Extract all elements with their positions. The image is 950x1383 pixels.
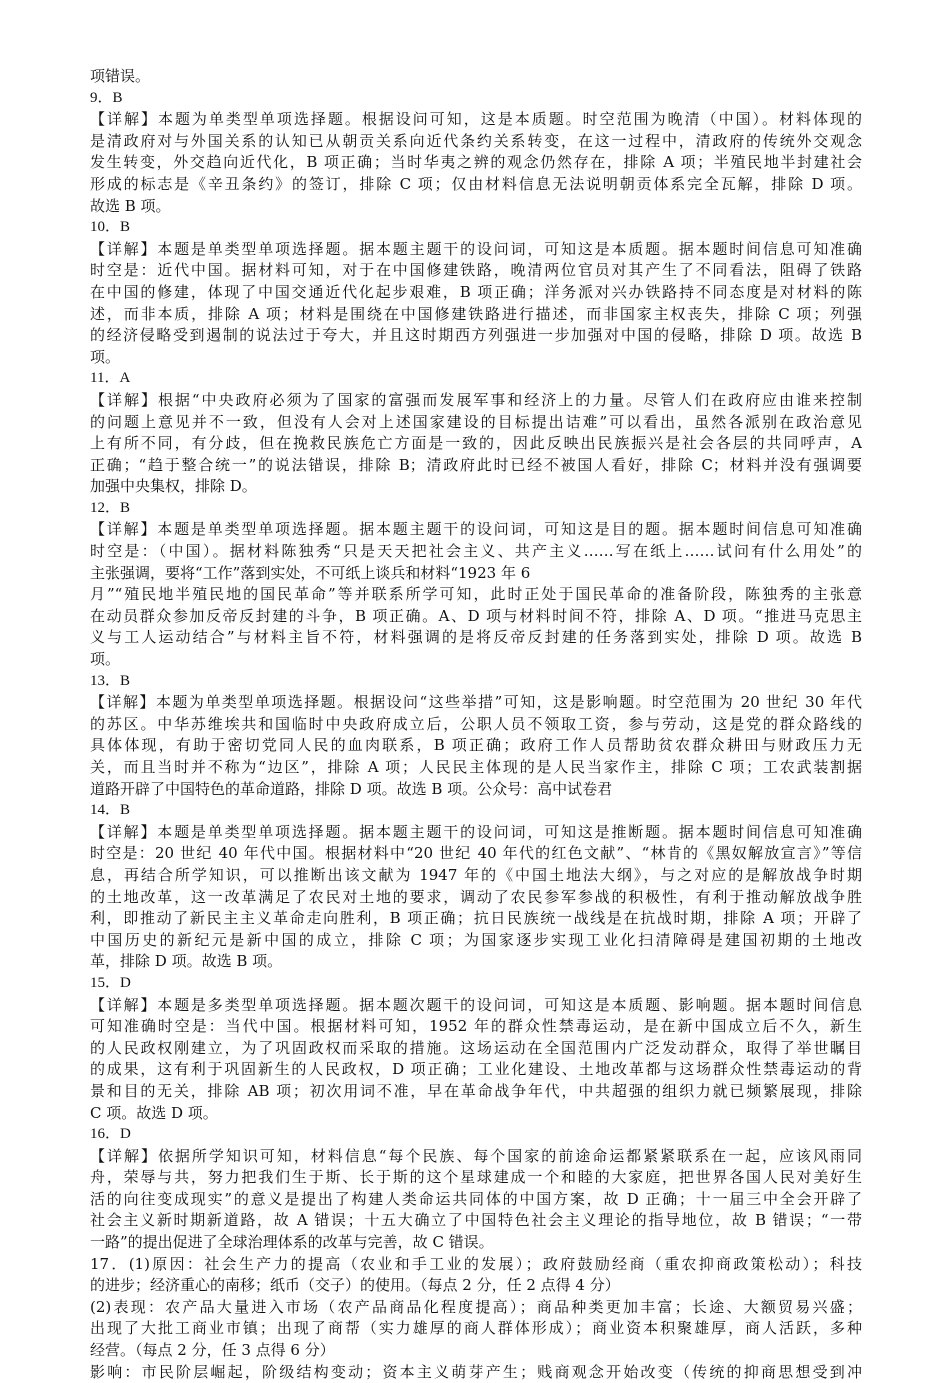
text-line: 利，即推动了新民主主义革命走向胜利，B 项正确；抗日民族统一战线是在抗战时期，排除 A 项；开辟了 — [90, 909, 862, 928]
text-line: 【详解】根据“中央政府必须为了国家的富强而发展军事和经济上的力量。尽管人们在政府应由谁来控制 — [90, 390, 862, 409]
text-line: 在动员群众参加反帝反封建的斗争，B 项正确。A、D 项与材料时间不符，排除 A、D 项。“推进马克思主 — [90, 606, 862, 625]
text-line: 17．(1)原因：社会生产力的提高（农业和手工业的发展）；政府鼓励经商（重农抑商政策松动）；科技 — [90, 1254, 862, 1273]
text-line: 正确；“趋于整合统一”的说法错误，排除 B；清政府此时已经不被国人看好，排除 C；材料并没有强调要 — [90, 455, 862, 474]
text-line: 舟，荣辱与共，努力把我们生于斯、长于斯的这个星球建成一个和睦的大家庭，把世界各国人民对美好生 — [90, 1168, 862, 1187]
text-line: 中国历史的新纪元是新中国的成立，排除 C 项；为国家逐步实现工业化扫清障碍是建国初期的土地改 — [90, 930, 862, 949]
text-line: 具体体现，有助于密切党同人民的血肉联系，B 项正确；政府工作人员帮助贫农群众耕田与财政压力无 — [90, 736, 862, 755]
text-line: 出现了大批工商业市镇；出现了商帮（实力雄厚的商人群体形成）；商业资本积聚雄厚，商人活跃，多种 — [90, 1319, 862, 1338]
text-line: 是清政府对与外国关系的认知已从朝贡关系向近代条约关系转变，在这一过程中，清政府的传统外交观念 — [90, 131, 862, 150]
text-line: 述，而非本质，排除 A 项；材料是围绕在中国修建铁路进行描述，而非国家主权丧失，排除 C 项；列强 — [90, 304, 862, 323]
text-line: 息，再结合所学知识，可以推断出该文献为 1947 年的《中国土地法大纲》，与之对应的是解放战争时期 — [90, 865, 862, 884]
answer-key-line: 10．B — [90, 219, 131, 236]
text-line: 的问题上意见并不一致，但没有人会对上述国家建设的目标提出诘难”可以看出，虽然各派别在政治意见 — [90, 412, 862, 431]
text-line: 义与工人运动结合”与材料主旨不符，材料强调的是将反帝反封建的任务落到实处，排除 D 项。故选 B — [90, 628, 862, 647]
text-line: 在中国的修建，体现了中国交通近代化起步艰难，B 项正确；洋务派对兴办铁路持不同态度是对材料的陈 — [90, 282, 862, 301]
text-line: 加强中央集权，排除 D。 — [90, 477, 257, 496]
answer-key-line: 13．B — [90, 672, 131, 689]
text-line: 革，排除 D 项。故选 B 项。 — [90, 952, 283, 971]
text-line: 【详解】本题是单类型单项选择题。据本题主题干的设问词，可知这是目的题。据本题时间信息可知准确 — [90, 520, 862, 539]
text-line: 的土地改革，这一改革满足了农民对土地的要求，调动了农民参军参战的积极性，有利于推动解放战争胜 — [90, 887, 862, 906]
text-line: 【详解】本题为单类型单项选择题。根据设问“这些举措”可知，这是影响题。时空范围为 20 世纪 30 年代 — [90, 693, 862, 712]
text-line: 的成果，这有利于巩固新生的人民政权，D 项正确；工业化建设、土地改革都与这场群众性禁毒运动的背 — [90, 1060, 862, 1079]
text-line: 项。 — [90, 347, 121, 366]
text-line: 故选 B 项。 — [90, 196, 171, 215]
text-line: 【详解】本题是单类型单项选择题。据本题主题干的设问词，可知这是推断题。据本题时间信息可知准确 — [90, 822, 862, 841]
text-line: 一路”的提出促进了全球治理体系的改革与完善，故 C 错误。 — [90, 1233, 494, 1252]
text-line: 【详解】本题是多类型单项选择题。据本题次题干的设问词，可知这是本质题、影响题。据本题时间信息 — [90, 995, 862, 1014]
text-line: 的经济侵略受到遏制的说法过于夸大，并且这时期西方列强进一步加强对中国的侵略，排除 D 项。故选 B — [90, 326, 862, 345]
answer-key-line: 9．B — [90, 89, 123, 106]
text-line: 月”“殖民地半殖民地的国民革命”等并联系所学可知，此时正处于国民革命的准备阶段，陈独秀的主张意 — [90, 585, 862, 604]
text-line: 主张强调，要将“工作”落到实处，不可纸上谈兵和材料“1923 年 6 — [90, 563, 531, 582]
answer-key-line: 16．D — [90, 1126, 131, 1143]
text-line: 【详解】本题是单类型单项选择题。据本题主题干的设问词，可知这是本质题。据本题时间信息可知准确 — [90, 239, 862, 258]
text-line: 形成的标志是《辛丑条约》的签订，排除 C 项；仅由材料信息无法说明朝贡体系完全瓦解，排除 D 项。 — [90, 174, 862, 193]
text-line: 上有所不同，有分歧，但在挽救民族危亡方面是一致的，因此反映出民族振兴是社会各层的共同呼声，A — [90, 434, 862, 453]
text-line: C 项。故选 D 项。 — [90, 1103, 218, 1122]
text-line: 的人民政权刚建立，为了巩固政权而采取的措施。这场运动在全国范围内广泛发动群众，取得了举世瞩目 — [90, 1038, 862, 1057]
text-line: 时空是：（中国）。据材料陈独秀“只是天天把社会主义、共产主义……写在纸上……试问有什么用处”的 — [90, 542, 862, 561]
answer-key-line: 15．D — [90, 974, 131, 991]
answer-key-line: 12．B — [90, 499, 131, 516]
text-line: 时空是：近代中国。据材料可知，对于在中国修建铁路，晚清两位官员对其产生了不同看法，阻碍了铁路 — [90, 261, 862, 280]
text-line: 项错误。 — [90, 67, 151, 85]
text-line: 【详解】本题为单类型单项选择题。根据设问可知，这是本质题。时空范围为晚清（中国）。材料体现的 — [90, 110, 862, 129]
text-line: 可知准确时空是：当代中国。根据材料可知，1952 年的群众性禁毒运动，是在新中国成立后不久，新生 — [90, 1017, 862, 1036]
text-line: 景和目的无关，排除 AB 项；初次用词不准，早在革命战争年代，中共超强的组织力就已频繁展现，排除 — [90, 1081, 862, 1100]
text-line: 的进步；经济重心的南移；纸币（交子）的使用。（每点 2 分，任 2 点得 4 分） — [90, 1276, 620, 1295]
answer-key-line: 11．A — [90, 370, 131, 387]
text-line: 社会主义新时期新道路，故 A 错误；十五大确立了中国特色社会主义理论的指导地位，故 B 错误；“一带 — [90, 1211, 862, 1230]
text-line: 影响：市民阶层崛起，阶级结构变动；资本主义萌芽产生；贱商观念开始改变（传统的抑商思想受到冲 — [90, 1362, 862, 1381]
text-line: 的苏区。中华苏维埃共和国临时中央政府成立后，公职人员不领取工资，参与劳动，这是党的群众路线的 — [90, 714, 862, 733]
text-line: 【详解】依据所学知识可知，材料信息“每个民族、每个国家的前途命运都紧紧联系在一起，应该风雨同 — [90, 1146, 862, 1165]
text-line: 项。 — [90, 650, 121, 669]
text-line: 经营。（每点 2 分，任 3 点得 6 分） — [90, 1341, 335, 1360]
text-line: (2)表现：农产品大量进入市场（农产品商品化程度提高）；商品种类更加丰富；长途、大额贸易兴盛； — [90, 1297, 862, 1316]
text-line: 发生转变，外交趋向近代化，B 项正确；当时华夷之辨的观念仍然存在，排除 A 项；半殖民地半封建社会 — [90, 153, 862, 172]
answer-key-line: 14．B — [90, 802, 131, 819]
text-line: 道路开辟了中国特色的革命道路，排除 D 项。故选 B 项。公众号：高中试卷君 — [90, 779, 613, 798]
text-line: 时空是：20 世纪 40 年代中国。根据材料中“20 世纪 40 年代的红色文献”、“林肯的《黑奴解放宣言》”等信 — [90, 844, 862, 863]
text-line: 关，而且当时并不称为“边区”，排除 A 项；人民民主体现的是人民当家作主，排除 C 项；工农武装割据 — [90, 758, 862, 776]
text-line: 活的向往变成现实”的意义是提出了构建人类命运共同体的中国方案，故 D 正确；十一届三中全会开辟了 — [90, 1189, 862, 1208]
